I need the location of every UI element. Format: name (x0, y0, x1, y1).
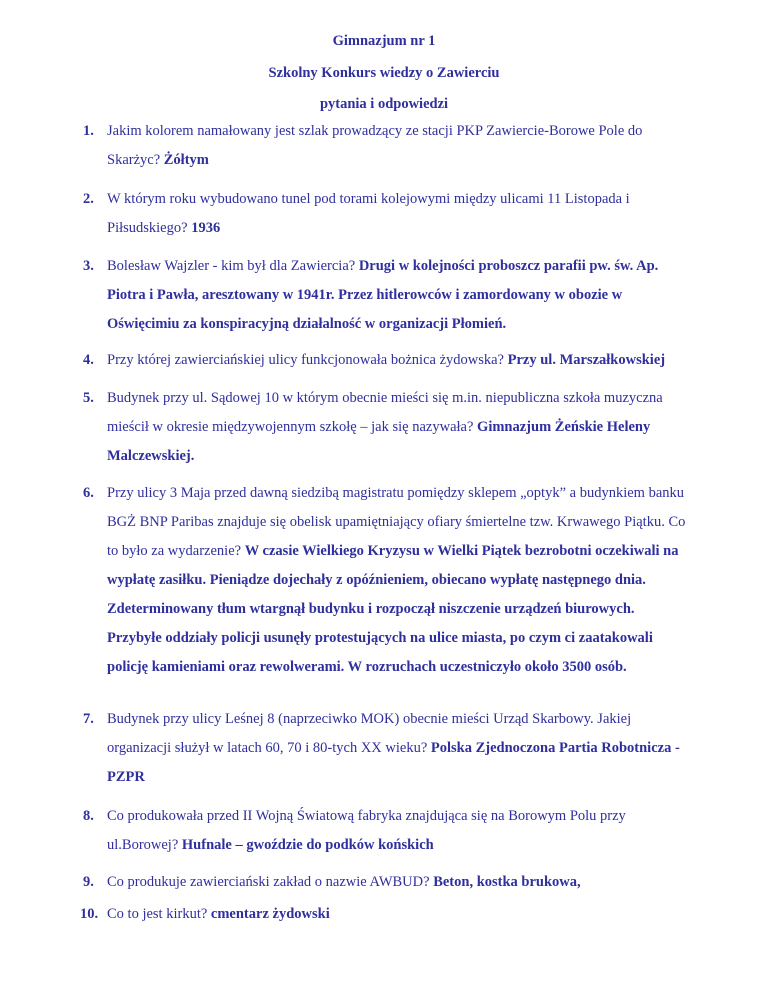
question-text: ul.Borowej? (107, 837, 179, 853)
question-number: 1. (83, 123, 94, 139)
question-number: 7. (83, 711, 94, 727)
question-number: 9. (83, 874, 94, 890)
answer-text: Żółtym (163, 152, 209, 168)
answer-text: Gimnazjum Żeńskie Heleny (477, 419, 651, 435)
question-text: organizacji służył w latach 60, 70 i 80-tych XX wieku? (107, 740, 428, 756)
question-number: 8. (83, 808, 94, 824)
question-text: Jakim kolorem namałowany jest szlak prowadzący ze stacji PKP Zawiercie-Borowe Pole do (107, 123, 643, 139)
answer-text: Piotra i Pawła, aresztowany w 1941r. Przez hitlerowców i zamordowany w obozie w (107, 287, 623, 303)
question-number: 5. (83, 390, 94, 406)
question-text: Przy ulicy 3 Maja przed dawną siedzibą magistratu pomiędzy sklepem „optyk” a budynkiem banku (107, 485, 685, 501)
document-title: Gimnazjum nr 1 (332, 33, 436, 49)
question-number: 3. (83, 258, 94, 274)
question-text: Skarżyc? (107, 152, 161, 168)
question-text: Piłsudskiego? (107, 220, 188, 236)
question-4 (83, 346, 723, 375)
question-5 (83, 384, 723, 471)
question-number: 6. (83, 485, 94, 501)
question-6 (83, 479, 723, 682)
answer-text: Beton, kostka brukowa, (433, 874, 581, 890)
question-text: Przy której zawierciańskiej ulicy funkcjonowała bożnica żydowska? (107, 352, 504, 368)
question-text: mieścił w okresie międzywojennym szkołę – jak się nazywała? (107, 419, 474, 435)
question-text: W którym roku wybudowano tunel pod torami kolejowymi między ulicami 11 Listopada i (107, 191, 630, 207)
answer-text: 1936 (191, 220, 221, 236)
question-text: Budynek przy ul. Sądowej 10 w którym obecnie mieści się m.in. niepubliczna szkoła muzyczna (107, 390, 663, 406)
question-text: Co produkuje zawierciański zakład o nazwie AWBUD? (107, 874, 430, 890)
answer-text: W czasie Wielkiego Kryzysu w Wielki Piątek bezrobotni oczekiwali na (244, 543, 679, 559)
document-subtitle: Szkolny Konkurs wiedzy o Zawierciu (268, 65, 500, 81)
question-10 (80, 900, 720, 929)
question-1 (83, 117, 723, 175)
answer-text: cmentarz żydowski (210, 906, 330, 922)
question-text: Bolesław Wajzler - kim był dla Zawiercia? (107, 258, 356, 274)
answer-text: Oświęcimiu za konspiracyjną działalność w organizacji Płomień. (107, 316, 507, 332)
question-number: 4. (83, 352, 94, 368)
answer-text: PZPR (107, 769, 145, 785)
question-2 (83, 185, 723, 243)
question-text: Co produkowała przed II Wojną Światową fabryka znajdująca się na Borowym Polu przy (107, 808, 626, 824)
question-7 (83, 705, 723, 792)
answer-text: policję kamieniami oraz rewolwerami. W rozruchach uczestniczyło około 3500 osób. (107, 659, 627, 675)
answer-text: Przybyłe oddziały policji usunęły protestujących na ulice miasta, po czym ci zaatakowali (107, 630, 653, 646)
question-text: Budynek przy ulicy Leśnej 8 (naprzeciwko MOK) obecnie mieści Urząd Skarbowy. Jakiej (107, 711, 632, 727)
section-heading: pytania i odpowiedzi (319, 96, 449, 112)
question-text: BGŻ BNP Paribas znajduje się obelisk upamiętniający ofiary śmiertelne tzw. Krwawego Piątku. Co (107, 514, 686, 530)
question-text: to było za wydarzenie? (107, 543, 242, 559)
answer-text: Zdeterminowany tłum wtargnął budynku i rozpoczął niszczenie urządzeń biurowych. (107, 601, 635, 617)
answer-text: Przy ul. Marszałkowskiej (507, 352, 666, 368)
question-text: Co to jest kirkut? (107, 906, 208, 922)
answer-text: wypłatę zasiłku. Pieniądze dojechały z opóźnieniem, obiecano wypłatę następnego dnia. (107, 572, 646, 588)
answer-text: Drugi w kolejności proboszcz parafii pw. św. Ap. (358, 258, 659, 274)
question-8 (83, 802, 723, 860)
question-number: 2. (83, 191, 94, 207)
answer-text: Hufnale – gwoździe do podków końskich (181, 837, 434, 853)
answer-text: Malczewskiej. (107, 448, 195, 464)
question-9 (83, 868, 723, 897)
question-number: 10. (80, 906, 99, 922)
answer-text: Polska Zjednoczona Partia Robotnicza - (430, 740, 680, 756)
question-3 (83, 252, 723, 339)
